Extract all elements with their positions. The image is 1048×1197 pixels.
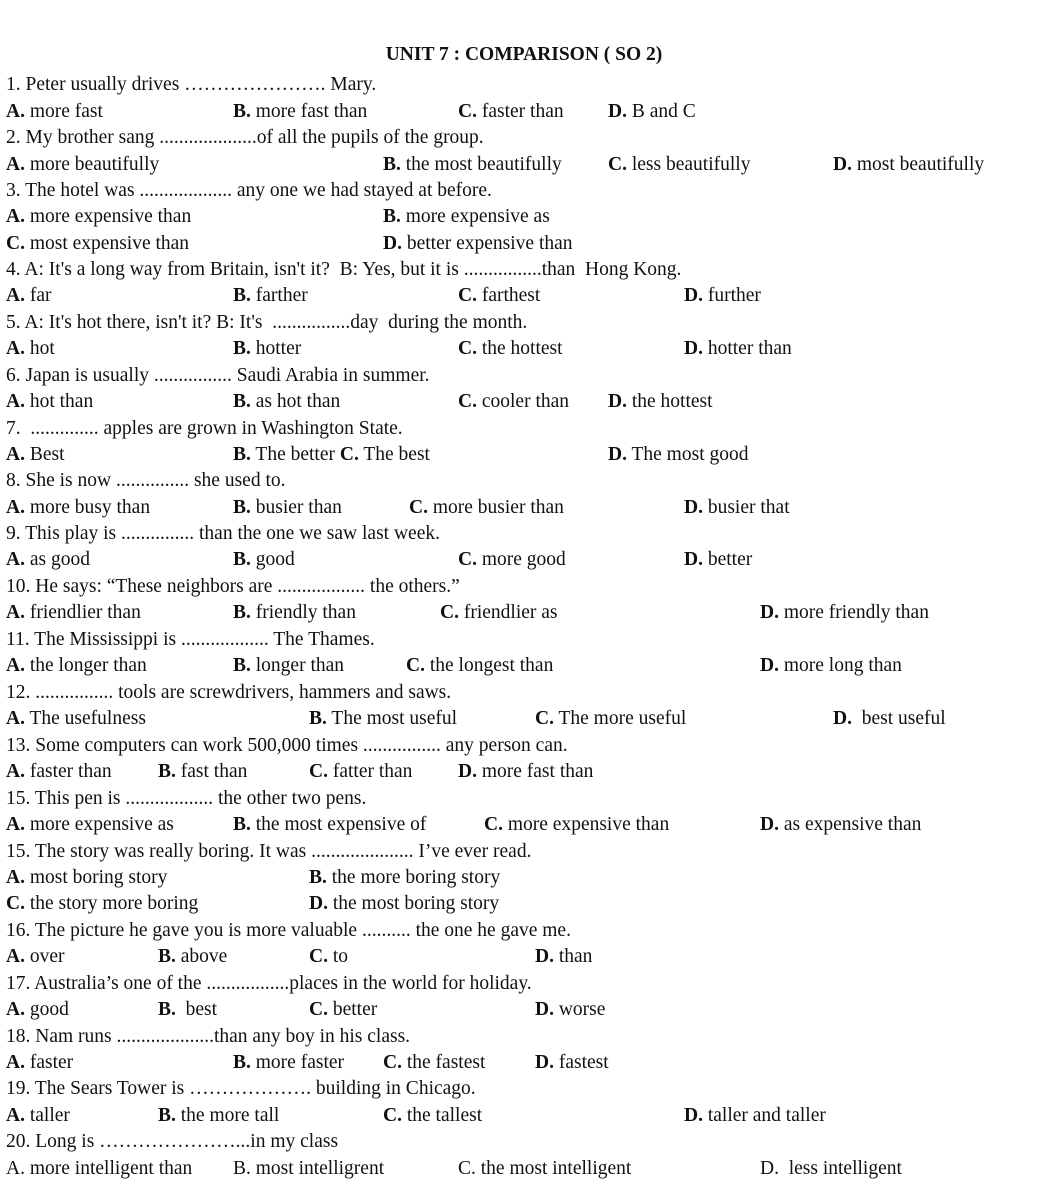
option-d[interactable]: D. worse — [535, 999, 606, 1020]
question-10: 10. He says: “These neighbors are .................. the others.” — [6, 576, 460, 597]
option-d[interactable]: D. the most boring story — [309, 893, 500, 914]
option-d[interactable]: D. most beautifully — [833, 154, 985, 175]
option-d[interactable]: D. as expensive than — [760, 814, 922, 835]
question-20: 20. Long is …………………...in my class — [6, 1131, 339, 1152]
option-a[interactable]: A. most boring story — [6, 867, 168, 888]
option-c[interactable]: C. more expensive than — [484, 814, 670, 835]
question-5: 5. A: It's hot there, isn't it? B: It's ................day during the month. — [6, 312, 528, 333]
option-c[interactable]: C. cooler than — [458, 391, 570, 412]
question-2: 2. My brother sang ....................of all the pupils of the group. — [6, 127, 484, 148]
option-d[interactable]: D. B and C — [608, 101, 696, 122]
option-c[interactable]: C. more good — [458, 549, 566, 570]
option-c[interactable]: C. the story more boring — [6, 893, 199, 914]
option-b[interactable]: B. above — [158, 946, 228, 967]
question-6: 6. Japan is usually ................ Saudi Arabia in summer. — [6, 365, 430, 386]
option-c[interactable]: C. The more useful — [535, 708, 687, 729]
question-3: 3. The hotel was ................... any one we had stayed at before. — [6, 180, 492, 201]
option-d[interactable]: D. The most good — [608, 444, 749, 465]
option-d[interactable]: D. hotter than — [684, 338, 792, 359]
option-b[interactable]: B. hotter — [233, 338, 302, 359]
option-d[interactable]: D. better — [684, 549, 753, 570]
option-c[interactable]: C. to — [309, 946, 349, 967]
page-title: UNIT 7 : COMPARISON ( SO 2) — [385, 44, 663, 65]
option-d[interactable]: D. better expensive than — [383, 233, 573, 254]
option-b[interactable]: B. good — [233, 549, 295, 570]
option-a[interactable]: A. over — [6, 946, 65, 967]
option-a[interactable]: A. friendlier than — [6, 602, 141, 623]
option-c[interactable]: C. farthest — [458, 285, 541, 306]
question-9: 9. This play is ............... than the one we saw last week. — [6, 523, 440, 544]
option-c[interactable]: C. the tallest — [383, 1105, 483, 1126]
option-a[interactable]: A. as good — [6, 549, 90, 570]
option-b[interactable]: B. friendly than — [233, 602, 356, 623]
option-d[interactable]: D. more friendly than — [760, 602, 929, 623]
option-b[interactable]: B. farther — [233, 285, 308, 306]
question-15b: 15. The story was really boring. It was ..................... I’ve ever read. — [6, 841, 532, 862]
option-d[interactable]: D. less intelligent — [760, 1158, 902, 1179]
option-b[interactable]: B. the more boring story — [309, 867, 501, 888]
option-c[interactable]: C. the fastest — [383, 1052, 486, 1073]
question-13: 13. Some computers can work 500,000 times ................ any person can. — [6, 735, 568, 756]
option-d[interactable]: D. best useful — [833, 708, 946, 729]
option-b[interactable]: B. longer than — [233, 655, 345, 676]
option-a[interactable]: A. good — [6, 999, 69, 1020]
option-b[interactable]: B. the more tall — [158, 1105, 280, 1126]
option-b[interactable]: B. more faster — [233, 1052, 345, 1073]
option-b[interactable]: B. busier than — [233, 497, 342, 518]
option-a[interactable]: A. more busy than — [6, 497, 151, 518]
option-c[interactable]: C. fatter than — [309, 761, 413, 782]
option-d[interactable]: D. taller and taller — [684, 1105, 826, 1126]
option-b[interactable]: B. more expensive as — [383, 206, 550, 227]
option-c[interactable]: C. more busier than — [409, 497, 564, 518]
option-a[interactable]: A. taller — [6, 1105, 70, 1126]
option-c[interactable]: C. better — [309, 999, 378, 1020]
option-d[interactable]: D. further — [684, 285, 761, 306]
question-7: 7. .............. apples are grown in Washington State. — [6, 418, 403, 439]
option-d[interactable]: D. more fast than — [458, 761, 594, 782]
option-a[interactable]: A. more fast — [6, 101, 103, 122]
option-a[interactable]: A. Best — [6, 444, 65, 465]
question-17: 17. Australia’s one of the .................places in the world for holiday. — [6, 973, 532, 994]
option-d[interactable]: D. busier that — [684, 497, 790, 518]
option-a[interactable]: A. hot than — [6, 391, 94, 412]
question-15a: 15. This pen is .................. the other two pens. — [6, 788, 367, 809]
option-b[interactable]: B. as hot than — [233, 391, 341, 412]
question-12: 12. ................ tools are screwdrivers, hammers and saws. — [6, 682, 452, 703]
option-b-c[interactable]: B. The better C. The best — [233, 444, 430, 465]
option-c[interactable]: C. the longest than — [406, 655, 554, 676]
option-d[interactable]: D. than — [535, 946, 593, 967]
option-a[interactable]: A. far — [6, 285, 52, 306]
option-d[interactable]: D. the hottest — [608, 391, 713, 412]
option-b[interactable]: B. the most beautifully — [383, 154, 562, 175]
question-11: 11. The Mississippi is .................. The Thames. — [6, 629, 375, 650]
option-a[interactable]: A. more expensive as — [6, 814, 174, 835]
option-b[interactable]: B. The most useful — [309, 708, 458, 729]
option-c[interactable]: C. friendlier as — [440, 602, 558, 623]
option-a[interactable]: A. the longer than — [6, 655, 147, 676]
option-a[interactable]: A. more expensive than — [6, 206, 192, 227]
option-a[interactable]: A. faster — [6, 1052, 74, 1073]
question-16: 16. The picture he gave you is more valuable .......... the one he gave me. — [6, 920, 571, 941]
option-a[interactable]: A. hot — [6, 338, 55, 359]
option-d[interactable]: D. more long than — [760, 655, 902, 676]
option-c[interactable]: C. faster than — [458, 101, 564, 122]
question-4: 4. A: It's a long way from Britain, isn't it? B: Yes, but it is ................than Hong Kong. — [6, 259, 682, 280]
question-19: 19. The Sears Tower is ………………. building in Chicago. — [6, 1078, 476, 1099]
option-b[interactable]: B. more fast than — [233, 101, 368, 122]
option-c[interactable]: C. most expensive than — [6, 233, 190, 254]
question-18: 18. Nam runs ....................than any boy in his class. — [6, 1026, 411, 1047]
option-a[interactable]: A. more intelligent than — [6, 1158, 193, 1179]
option-d[interactable]: D. fastest — [535, 1052, 609, 1073]
option-a[interactable]: A. The usefulness — [6, 708, 146, 729]
option-b[interactable]: B. best — [158, 999, 218, 1020]
question-1: 1. Peter usually drives …………………. Mary. — [6, 74, 377, 95]
option-c[interactable]: C. less beautifully — [608, 154, 751, 175]
option-a[interactable]: A. more beautifully — [6, 154, 160, 175]
option-b[interactable]: B. most intelligrent — [233, 1158, 385, 1179]
option-b[interactable]: B. fast than — [158, 761, 248, 782]
option-a[interactable]: A. faster than — [6, 761, 112, 782]
option-c[interactable]: C. the most intelligent — [458, 1158, 632, 1179]
question-8: 8. She is now ............... she used to. — [6, 470, 286, 491]
option-b[interactable]: B. the most expensive of — [233, 814, 427, 835]
option-c[interactable]: C. the hottest — [458, 338, 563, 359]
